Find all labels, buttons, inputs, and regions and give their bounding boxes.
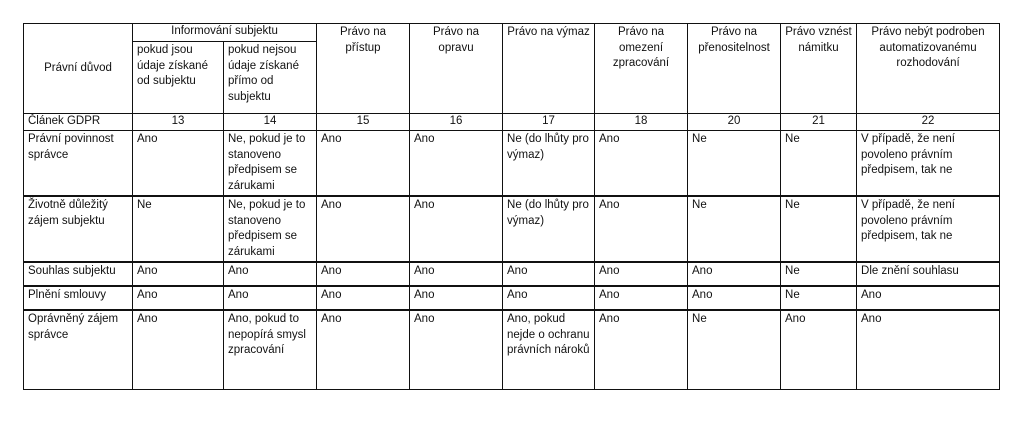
row-label: Oprávněný zájem správce — [24, 310, 133, 390]
table-cell: Ne — [781, 262, 857, 286]
table-cell: Ano — [133, 131, 224, 197]
row-label: Souhlas subjektu — [24, 262, 133, 286]
table-cell: Ano — [317, 262, 410, 286]
table-cell: Ano — [224, 286, 317, 310]
article-number: 16 — [410, 114, 503, 131]
header-legal-basis: Právní důvod — [24, 24, 133, 114]
table-cell: Ne — [688, 131, 781, 197]
header-restriction: Právo na omezení zpracování — [595, 24, 688, 114]
header-portability: Právo na přenositelnost — [688, 24, 781, 114]
table-cell: Ano — [317, 286, 410, 310]
table-cell: Ano — [503, 286, 595, 310]
table-cell: Ne (do lhůty pro výmaz) — [503, 131, 595, 197]
table-cell: V případě, že není povoleno právním předpisem, tak ne — [857, 131, 1000, 197]
article-number: 15 — [317, 114, 410, 131]
article-number: 18 — [595, 114, 688, 131]
header-erasure: Právo na výmaz — [503, 24, 595, 114]
table-cell: Ano — [133, 286, 224, 310]
table-cell: Ne, pokud je to stanoveno předpisem se zárukami — [224, 196, 317, 262]
header-rectification: Právo na opravu — [410, 24, 503, 114]
table-cell: Dle znění souhlasu — [857, 262, 1000, 286]
table-cell: Ano — [595, 196, 688, 262]
header-access: Právo na přístup — [317, 24, 410, 114]
table-cell: Ano — [410, 262, 503, 286]
article-number: 17 — [503, 114, 595, 131]
article-number: 14 — [224, 114, 317, 131]
table-cell: Ne — [781, 286, 857, 310]
gdpr-rights-table — [23, 23, 1000, 390]
article-number: 21 — [781, 114, 857, 131]
table-cell: Ano — [133, 262, 224, 286]
article-number: 22 — [857, 114, 1000, 131]
table-cell: Ne — [688, 310, 781, 390]
table-cell: Ne — [781, 131, 857, 197]
table-cell: Ano — [781, 310, 857, 390]
table-cell: Ne — [688, 196, 781, 262]
table-cell: Ano — [410, 196, 503, 262]
row-label: Životně důležitý zájem subjektu — [24, 196, 133, 262]
table-row — [24, 262, 1000, 286]
table-cell: Ano — [224, 262, 317, 286]
table-cell: Ne, pokud je to stanoveno předpisem se zárukami — [224, 131, 317, 197]
table-row — [24, 286, 1000, 310]
table-cell: Ano — [857, 286, 1000, 310]
row-label: Právní povinnost správce — [24, 131, 133, 197]
table-cell: Ano — [688, 262, 781, 286]
table-cell: Ano — [410, 310, 503, 390]
header-info-not-from-subject: pokud nejsou údaje získané přímo od subjektu — [224, 42, 317, 114]
table-cell: Ano — [595, 131, 688, 197]
table-cell: Ano — [857, 310, 1000, 390]
article-label: Článek GDPR — [24, 114, 133, 131]
table-cell: Ne — [133, 196, 224, 262]
header-objection: Právo vznést námitku — [781, 24, 857, 114]
row-label: Plnění smlouvy — [24, 286, 133, 310]
table-cell: Ano — [317, 196, 410, 262]
header-info-from-subject: pokud jsou údaje získané od subjektu — [133, 42, 224, 114]
table-row — [24, 131, 1000, 197]
table-cell: Ano — [410, 286, 503, 310]
table-cell: Ano, pokud to nepopírá smysl zpracování — [224, 310, 317, 390]
header-info-group: Informování subjektu — [133, 24, 317, 42]
table-cell: Ano — [317, 131, 410, 197]
table-cell: Ano — [688, 286, 781, 310]
table-cell: V případě, že není povoleno právním předpisem, tak ne — [857, 196, 1000, 262]
table-cell: Ano — [133, 310, 224, 390]
article-number: 20 — [688, 114, 781, 131]
table-cell: Ne (do lhůty pro výmaz) — [503, 196, 595, 262]
table-cell: Ano — [595, 262, 688, 286]
table-cell: Ano — [595, 286, 688, 310]
table-cell: Ano — [503, 262, 595, 286]
table-cell: Ano — [410, 131, 503, 197]
header-automated: Právo nebýt podroben automatizovanému rozhodování — [857, 24, 1000, 114]
table-cell: Ne — [781, 196, 857, 262]
table-row — [24, 310, 1000, 390]
table-cell: Ano — [317, 310, 410, 390]
table-cell: Ano — [595, 310, 688, 390]
table-cell: Ano, pokud nejde o ochranu právních nároků — [503, 310, 595, 390]
article-number: 13 — [133, 114, 224, 131]
table-row — [24, 196, 1000, 262]
